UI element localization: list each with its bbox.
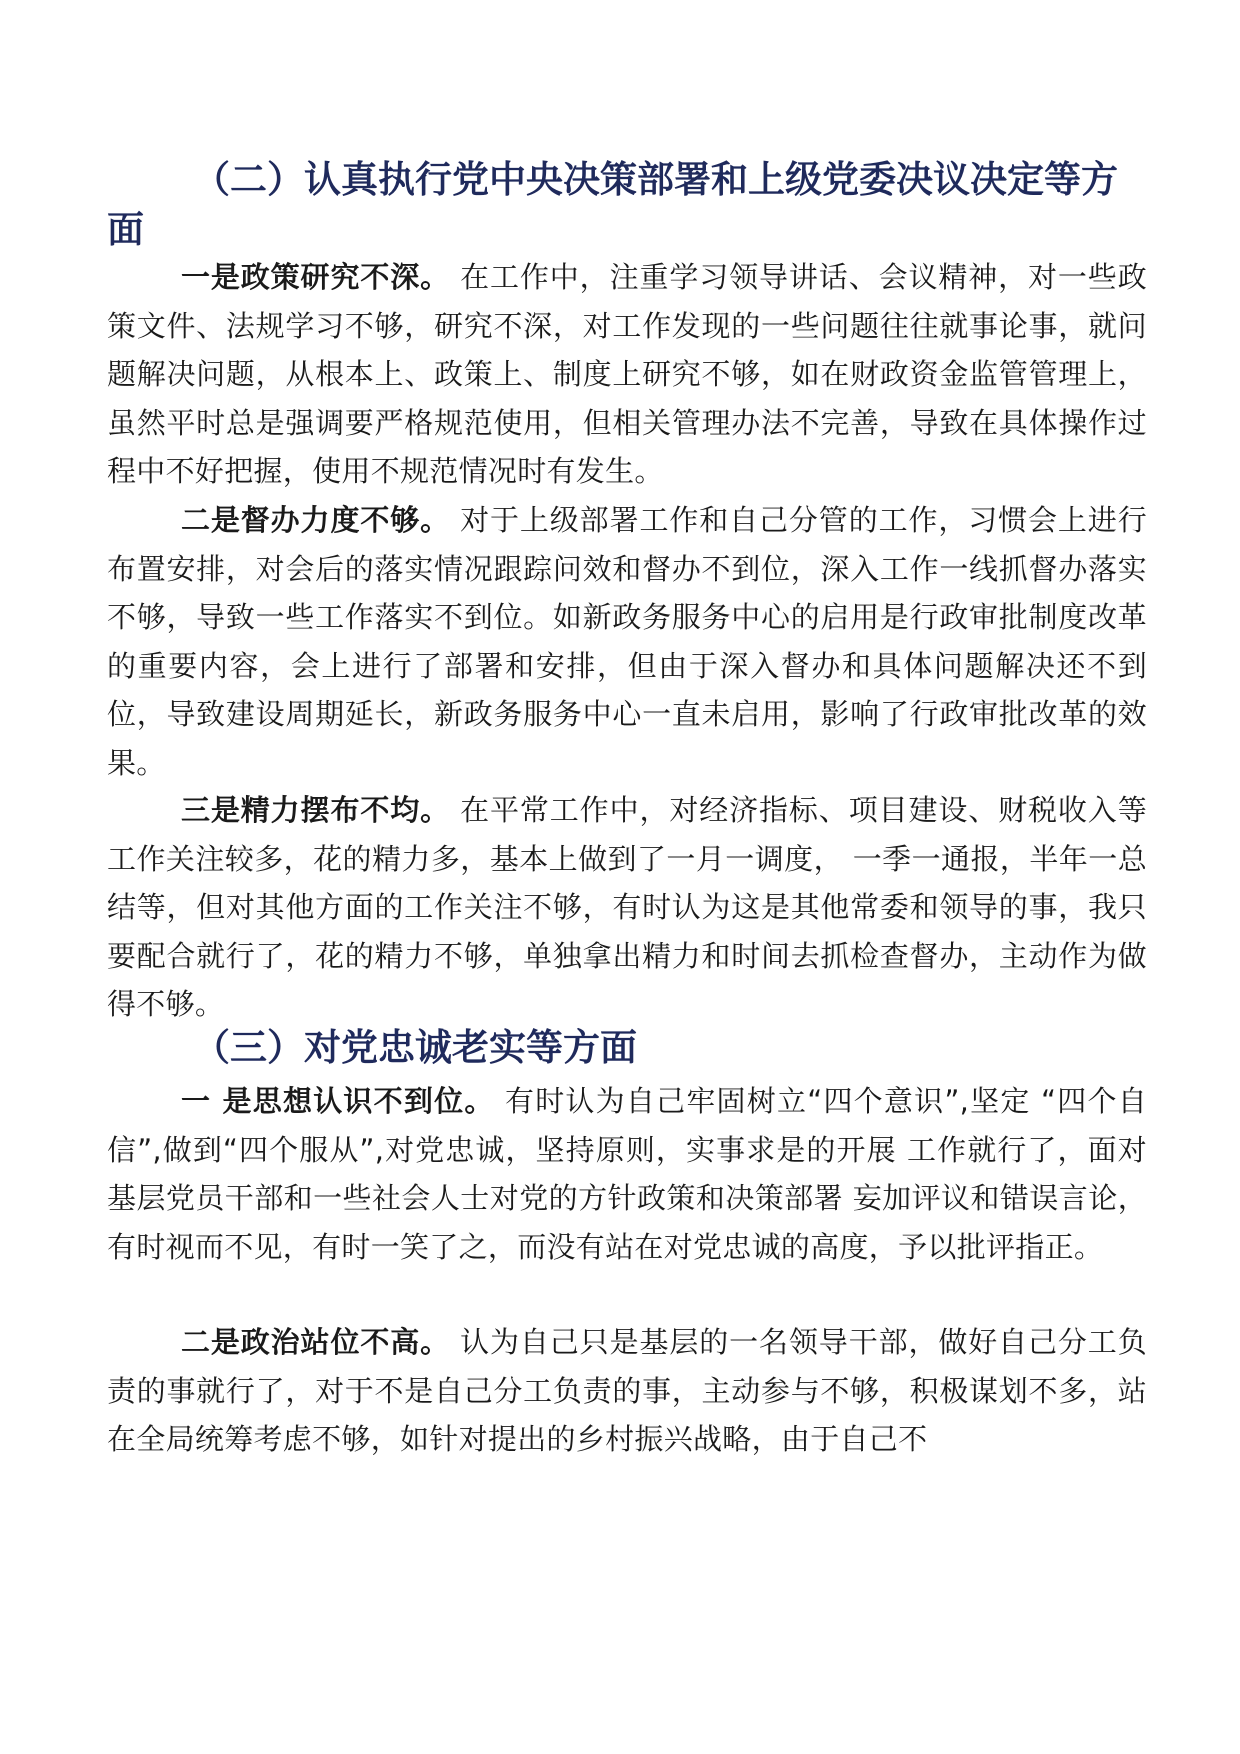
section-heading-3: （三）对党忠诚老实等方面 bbox=[193, 1026, 637, 1069]
paragraph-political-stance bbox=[107, 1318, 1147, 1464]
paragraph-lead: 二是政治站位不高。 bbox=[181, 1325, 451, 1359]
paragraph-lead: 三是精力摆布不均。 bbox=[181, 793, 451, 827]
paragraph-lead: 一是政策研究不深。 bbox=[181, 260, 451, 294]
paragraph-body: 对于上级部署工作和自己分管的工作，习惯会上进行布置安排，对会后的落实情况跟踪问效和督办不到位，深入工作一线抓督办落实不够，导致一些工作落实不到位。如新政务服务中心的启用是行政审批制度改革的重要内容，会上进行了部署和安排，但由于深入督办和具体问题解决还不到位，导致建设周期延长，新政务服务中心一直未启用，影响了行政审批改革的效果。 bbox=[107, 503, 1148, 780]
paragraph-lead: 二是督办力度不够。 bbox=[181, 503, 451, 537]
paragraph-body: 认为自己只是基层的一名领导干部，做好自己分工负责的事就行了，对于不是自己分工负责的事，主动参与不够，积极谋划不多，站在全局统筹考虑不够，如针对提出的乡村振兴战略，由于自己不 bbox=[107, 1325, 1148, 1456]
paragraph-lead: 一 是思想认识不到位。 bbox=[181, 1084, 495, 1118]
paragraph-ideological-awareness bbox=[107, 1077, 1147, 1271]
paragraph-policy-research bbox=[107, 253, 1147, 496]
paragraph-energy-allocation bbox=[107, 786, 1147, 1029]
paragraph-body: 在平常工作中，对经济指标、项目建设、财税收入等工作关注较多，花的精力多，基本上做到了一月一调度， 一季一通报，半年一总结等，但对其他方面的工作关注不够，有时认为这是其他常委和领导的事，我只要配合就行了，花的精力不够，单独拿出精力和时间去抓检查督办，主动作为做得不够。 bbox=[107, 793, 1148, 1021]
paragraph-body: 在工作中，注重学习领导讲话、会议精神，对一些政策文件、法规学习不够，研究不深，对工作发现的一些问题往往就事论事，就问题解决问题，从根本上、政策上、制度上研究不够，如在财政资金监管管理上，虽然平时总是强调要严格规范使用，但相关管理办法不完善，导致在具体操作过程中不好把握，使用不规范情况时有发生。 bbox=[107, 260, 1148, 488]
paragraph-body: 有时认为自己牢固树立“四个意识”,坚定 “四个自信”,做到“四个服从”,对党忠诚，坚持原则，实事求是的开展 工作就行了，面对基层党员干部和一些社会人士对党的方针政策和决策部署 妄加评议和错误言论，有时视而不见，有时一笑了之，而没有站在对党忠诚的高度，予以批评指正。 bbox=[107, 1084, 1147, 1264]
paragraph-supervision bbox=[107, 496, 1147, 787]
section-heading-2: （二）认真执行党中央决策部署和上级党委决议决定等方面 bbox=[107, 158, 1118, 251]
